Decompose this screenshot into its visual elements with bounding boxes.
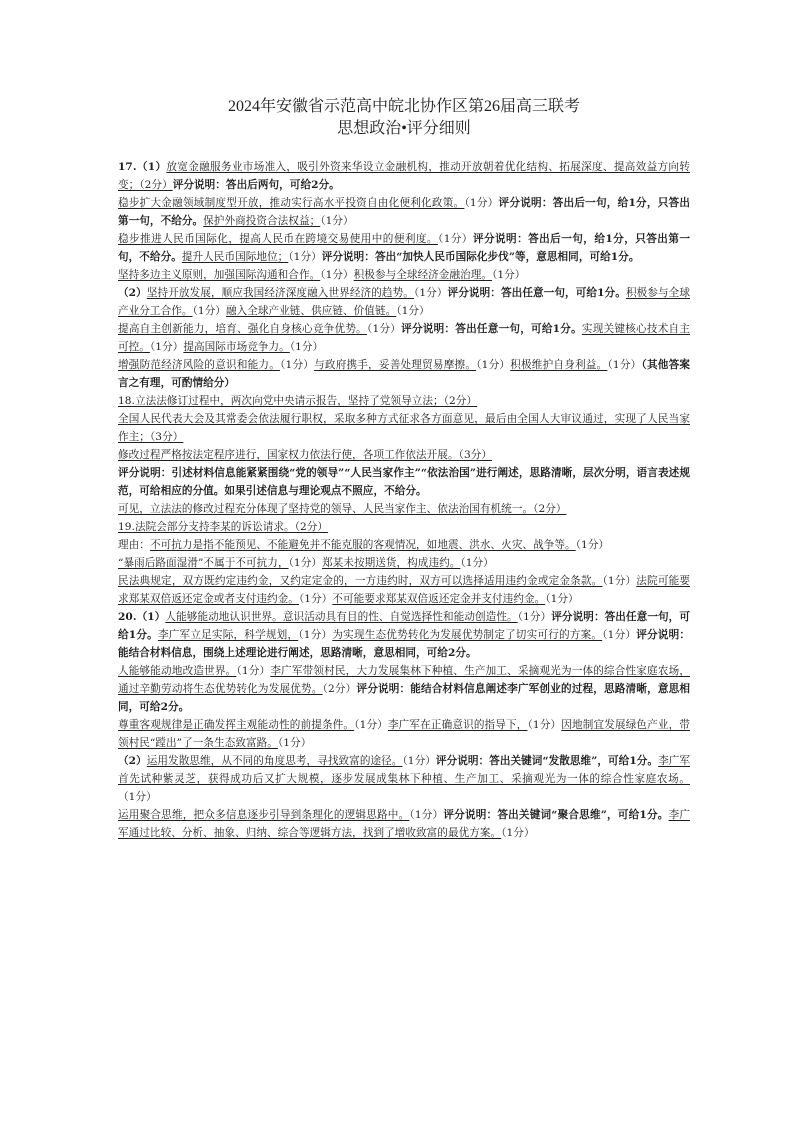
reason-label: 理由： — [118, 539, 150, 551]
q19-point3 — [118, 554, 690, 572]
answer-point: 郑某未按期送货，构成违约。 — [322, 557, 461, 569]
answer-point: 18.立法法修订过程中，两次向党中央请示报告，坚持了党领导立法；（2分） — [118, 395, 478, 407]
answer-point: 全国人民代表大会及其常委会依法履行职权，采取多种方式征求各方面意见，最后由全国人大审议通过，实现了人民当家作主；（3分） — [118, 413, 690, 443]
answer-point: 提升人民币国际地位； — [181, 251, 289, 263]
answer-point: 提高国际市场竞争力。 — [183, 341, 290, 353]
answer-point: 稳步推进人民币国际化，提高人民币在跨境交易使用中的便利度。 — [118, 233, 438, 245]
answer-point: 坚持开放发展，顺应我国经济深度融入世界经济的趋势。 — [146, 287, 414, 299]
q20-part1-point2 — [118, 662, 690, 716]
answer-point: 运用发散思维，从不同的角度思考，寻找致富的途径。 — [146, 755, 403, 767]
answer-point: 与政府携手，妥善处理贸易摩擦。 — [314, 359, 477, 371]
q18-point2 — [118, 410, 690, 446]
answer-point: 法院可能要求郑某双倍返还定金或者支付违约金。 — [118, 575, 690, 605]
document-subtitle: 思想政治•评分细则 — [337, 120, 471, 137]
answer-point: 李广军通过比较、分析、抽象、归纳、综合等逻辑方法，找到了增收致富的最优方案。 — [118, 809, 690, 839]
answer-point: 不可能要求郑某双倍返还定金并支付违约金。 — [332, 593, 546, 605]
score: （1分） — [464, 197, 499, 209]
score: （1分） — [476, 359, 511, 371]
answer-point: 运用聚合思维，把众多信息逐步引导到条理化的逻辑思路中。 — [118, 809, 410, 821]
q18-point3 — [118, 446, 690, 464]
q17-part1-point3 — [118, 230, 690, 266]
scoring-note: 评分说明：答出“加快人民币国际化步伐”等，意思相同，可给1分。 — [321, 251, 640, 263]
scoring-note: 评分说明：答出关键词“发散思维”，可给1分。 — [435, 755, 659, 767]
answer-point: 人能够能动地认识世界。意识活动具有目的性、自觉选择性和能动创造性。 — [165, 611, 518, 623]
answer-point: 不可抗力是指不能预见、不能避免并不能克服的客观情况，如地震、洪水、火灾、战争等。 — [149, 539, 576, 551]
answer-point: 可见，立法法的修改过程充分体现了坚持党的领导、人民当家作主、依法治国有机统一。（2分） — [118, 503, 567, 515]
answer-point: 积极参与全球经济金融治理。 — [353, 269, 493, 281]
score: （1分） — [288, 251, 322, 263]
answer-point: 坚持多边主义原则，加强国际沟通和合作。 — [118, 269, 321, 281]
q20-part1-point3 — [118, 716, 690, 752]
answer-point: 保护外商投资合法权益； — [203, 215, 321, 227]
answer-point: 融入全球产业链、供应链、价值链。 — [225, 305, 397, 317]
answer-point: 提高自主创新能力，培育、强化自身核心竞争优势。 — [118, 323, 367, 335]
score: （1分） — [280, 359, 315, 371]
score: （1分） — [396, 305, 430, 317]
question-number: 20.（1） — [118, 611, 166, 623]
scoring-note: 评分说明：答出任意一句，可给1分。 — [118, 611, 690, 641]
q20-part2-point1 — [118, 752, 690, 806]
score: （1分） — [437, 233, 473, 245]
question-number: 17.（1） — [118, 161, 167, 173]
q19-point1 — [118, 518, 690, 536]
question-19 — [118, 518, 690, 608]
scoring-note: 评分说明：能结合材料信息，围绕上述理论进行阐述，思路清晰，意思相同，可给2分。 — [118, 629, 691, 659]
score: （1分） — [366, 323, 402, 335]
q17-part1-point1 — [118, 158, 690, 194]
score: （1分） — [402, 755, 436, 767]
scoring-note: 评分说明：答出任意一句，可给1分。 — [401, 323, 582, 335]
score: （1分） — [501, 827, 535, 839]
q17-part2-point1 — [118, 284, 690, 320]
scoring-note: （其他答案言之有理，可酌情给分） — [118, 359, 691, 389]
answer-point: 李广军首先试种紫灵芝，获得成功后又扩大规模，逐步发展成集林下种植、生产加工、采摘观光为一体的综合性家庭农场。 — [118, 755, 691, 785]
score: （1分） — [298, 629, 333, 641]
question-number: （2） — [118, 755, 147, 767]
score: （1分） — [460, 557, 494, 569]
answer-point: 积极维护自身利益。 — [510, 359, 608, 371]
score: （1分） — [354, 719, 388, 731]
q18-scoring-note — [118, 464, 690, 500]
score: （1分） — [289, 341, 324, 353]
answer-point: 因地制宜发展绿色产业，带领村民“蹚出”了一条生态致富路。 — [118, 719, 691, 749]
q17-part2-point3 — [118, 356, 690, 392]
score: （1分） — [602, 629, 637, 641]
answer-point: “暴雨后路面湿滑”不属于不可抗力， — [118, 557, 289, 569]
q18-point1 — [118, 392, 690, 410]
score: （1分） — [149, 341, 184, 353]
scoring-note: 评分说明：答出后两句，可给2分。 — [172, 179, 340, 191]
score: （1分） — [607, 359, 642, 371]
answer-point: 民法典规定，双方既约定违约金，又约定定金的，一方违约时，双方可以选择适用违约金或定金条款。 — [118, 575, 603, 587]
score: （1分） — [236, 665, 271, 677]
answer-point: 稳步扩大金融领域制度型开放，推动实行高水平投资自由化便利化政策。 — [118, 197, 465, 209]
answer-point: 增强防范经济风险的意识和能力。 — [118, 359, 281, 371]
score: （1分） — [575, 539, 610, 551]
score: （1分） — [118, 791, 157, 803]
scoring-note: 评分说明：能结合材料信息阐述李广军创业的过程，思路清晰，意思相同，可给2分。 — [118, 683, 691, 713]
score: （1分） — [288, 557, 323, 569]
score: （1分） — [545, 593, 579, 605]
document-title: 2024年安徽省示范高中皖北协作区第26届高三联考 — [227, 98, 580, 115]
score: （1分） — [320, 215, 354, 227]
score: （1分） — [602, 575, 637, 587]
q19-point2 — [118, 536, 690, 554]
answer-point: 积极参与全球产业分工合作。 — [118, 287, 690, 317]
q20-part1-point1 — [118, 608, 690, 662]
answer-point: 人能够能动地改造世界。 — [118, 665, 237, 677]
score: （1分） — [492, 269, 526, 281]
q18-point4 — [118, 500, 690, 518]
score: （1分） — [413, 287, 448, 299]
q17-part1-point4 — [118, 266, 690, 284]
score: （1分） — [192, 305, 226, 317]
scoring-note: 评分说明：答出关键词“聚合思维”，可给1分。 — [443, 809, 669, 821]
q17-part2-point2 — [118, 320, 690, 356]
answer-point: 实现关键核心技术自主可控。 — [118, 323, 690, 353]
answer-point: 为实现生态优势转化为发展优势制定了切实可行的方案。 — [332, 629, 603, 641]
score: （1分） — [517, 611, 552, 623]
question-18 — [118, 392, 690, 518]
scoring-note: 评分说明：答出后一句，给1分，只答出第一句，不给分。 — [118, 233, 691, 263]
question-20 — [118, 608, 690, 842]
answer-point: 放宽金融服务业市场准入，吸引外资来华设立金融机构，推动开放朝着优化结构、拓展深度、提高效益方向转变；（2分） — [118, 161, 690, 191]
answer-point: 尊重客观规律是正确发挥主观能动性的前提条件。 — [118, 719, 355, 731]
q20-part2-point2 — [118, 806, 690, 842]
answer-point: 19.法院会部分支持李某的诉讼请求。（2分） — [118, 521, 329, 533]
q17-part1-point2 — [118, 194, 690, 230]
document-header — [118, 96, 690, 140]
answer-point: 李广军带领村民，大力发展集林下种植、生产加工、采摘观光为一体的综合性家庭农场，通过辛勤劳动将生态优势转化为发展优势。 — [118, 665, 690, 695]
score: （1分） — [320, 269, 354, 281]
answer-point: 李广军在正确意识的指导下， — [387, 719, 528, 731]
answer-point: 李广军立足实际，科学规划， — [157, 629, 299, 641]
score: （1分） — [409, 809, 444, 821]
scoring-note: 评分说明：答出后一句，给1分，只答出第一句，不给分。 — [118, 197, 690, 227]
q19-point4 — [118, 572, 690, 608]
answer-point: 修改过程严格按法定程序进行，国家权力依法行使，各项工作依法开展。（3分） — [118, 449, 493, 461]
score: （2分） — [322, 683, 357, 695]
score: （1分） — [277, 737, 312, 749]
question-17 — [118, 158, 690, 392]
score: （1分） — [298, 593, 333, 605]
scoring-note: 评分说明：答出任意一句，可给1分。 — [447, 287, 626, 299]
question-number: （2） — [118, 287, 147, 299]
score: （1分） — [527, 719, 562, 731]
scoring-note: 评分说明：引述材料信息能紧紧围绕“党的领导”“人民当家作主”“依法治国”进行阐述，思路清晰，层次分明，语言表述规范，可给相应的分值。如果引述信息与理论观点不照应，不给分。 — [118, 467, 690, 497]
